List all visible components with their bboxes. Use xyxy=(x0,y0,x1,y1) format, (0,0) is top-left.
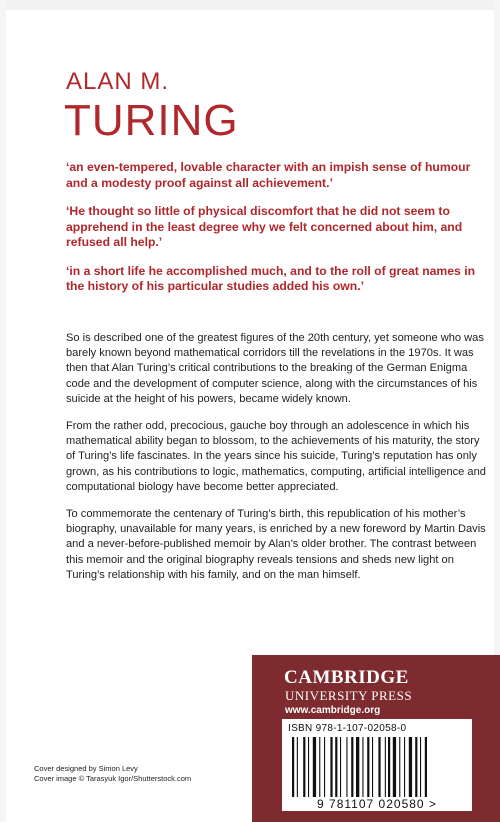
isbn-label: ISBN 978-1-107-02058-0 xyxy=(288,723,407,734)
publisher-name: CAMBRIDGE xyxy=(284,667,409,688)
blurb-body xyxy=(66,331,486,595)
design-credit: Cover designed by Simon Levy xyxy=(34,764,138,773)
quote-2: ‘He thought so little of physical discomfort that he did not seem to apprehend in the least degree why we felt concerned about him, and refused all help.’ xyxy=(66,204,463,249)
top-edge xyxy=(0,0,500,10)
paragraph-3: To commemorate the centenary of Turing’s birth, this republication of his mother’s biography, unavailable for many years, is enriched by a new foreword by Martin Davis and a never-before-published memoir by Alan’s older brother. The contrast between this memoir and the original biography reveals tensions and sheds new light on Turing’s relationship with his family, and on the man himself. xyxy=(66,508,486,581)
publisher-panel xyxy=(252,655,500,822)
quote-1: ‘an even-tempered, lovable character with an impish sense of humour and a modesty proof against all achievement.’ xyxy=(66,160,471,190)
quotes-block xyxy=(66,160,486,308)
book-title: TURING xyxy=(64,96,239,145)
barcode-digits: 9 781107 020580 > xyxy=(317,797,437,811)
publisher-press: UNIVERSITY PRESS xyxy=(285,688,413,703)
left-edge xyxy=(0,0,6,822)
image-credit: Cover image © Tarasyuk Igor/Shutterstock.com xyxy=(34,774,192,783)
barcode-icon xyxy=(292,737,462,797)
paragraph-2: From the rather odd, precocious, gauche boy through an adolescence in which his mathematical ability began to blossom, to the achievements of his maturity, the story of Turing’s life fascinates. In the years since his suicide, Turing’s reputation has only grown, as his contributions to logic, mathematics, computing, artificial intelligence and computational biology have become better appreciated. xyxy=(66,420,486,493)
cover-credits xyxy=(34,764,191,784)
quote-3: ‘in a short life he accomplished much, and to the roll of great names in the history of his particular studies added his own.’ xyxy=(66,263,476,293)
paragraph-1: So is described one of the greatest figures of the 20th century, yet someone who was barely known beyond mathematical corridors till the revelations in the 1970s. It was then that Alan Turing’s critical contributions to the breaking of the German Enigma code and the development of computer science, along with the circumstances of his suicide at the height of his powers, became widely known. xyxy=(66,332,484,405)
barcode-card xyxy=(282,719,472,811)
author-name: ALAN M. xyxy=(66,68,170,95)
publisher-url: www.cambridge.org xyxy=(285,705,381,716)
